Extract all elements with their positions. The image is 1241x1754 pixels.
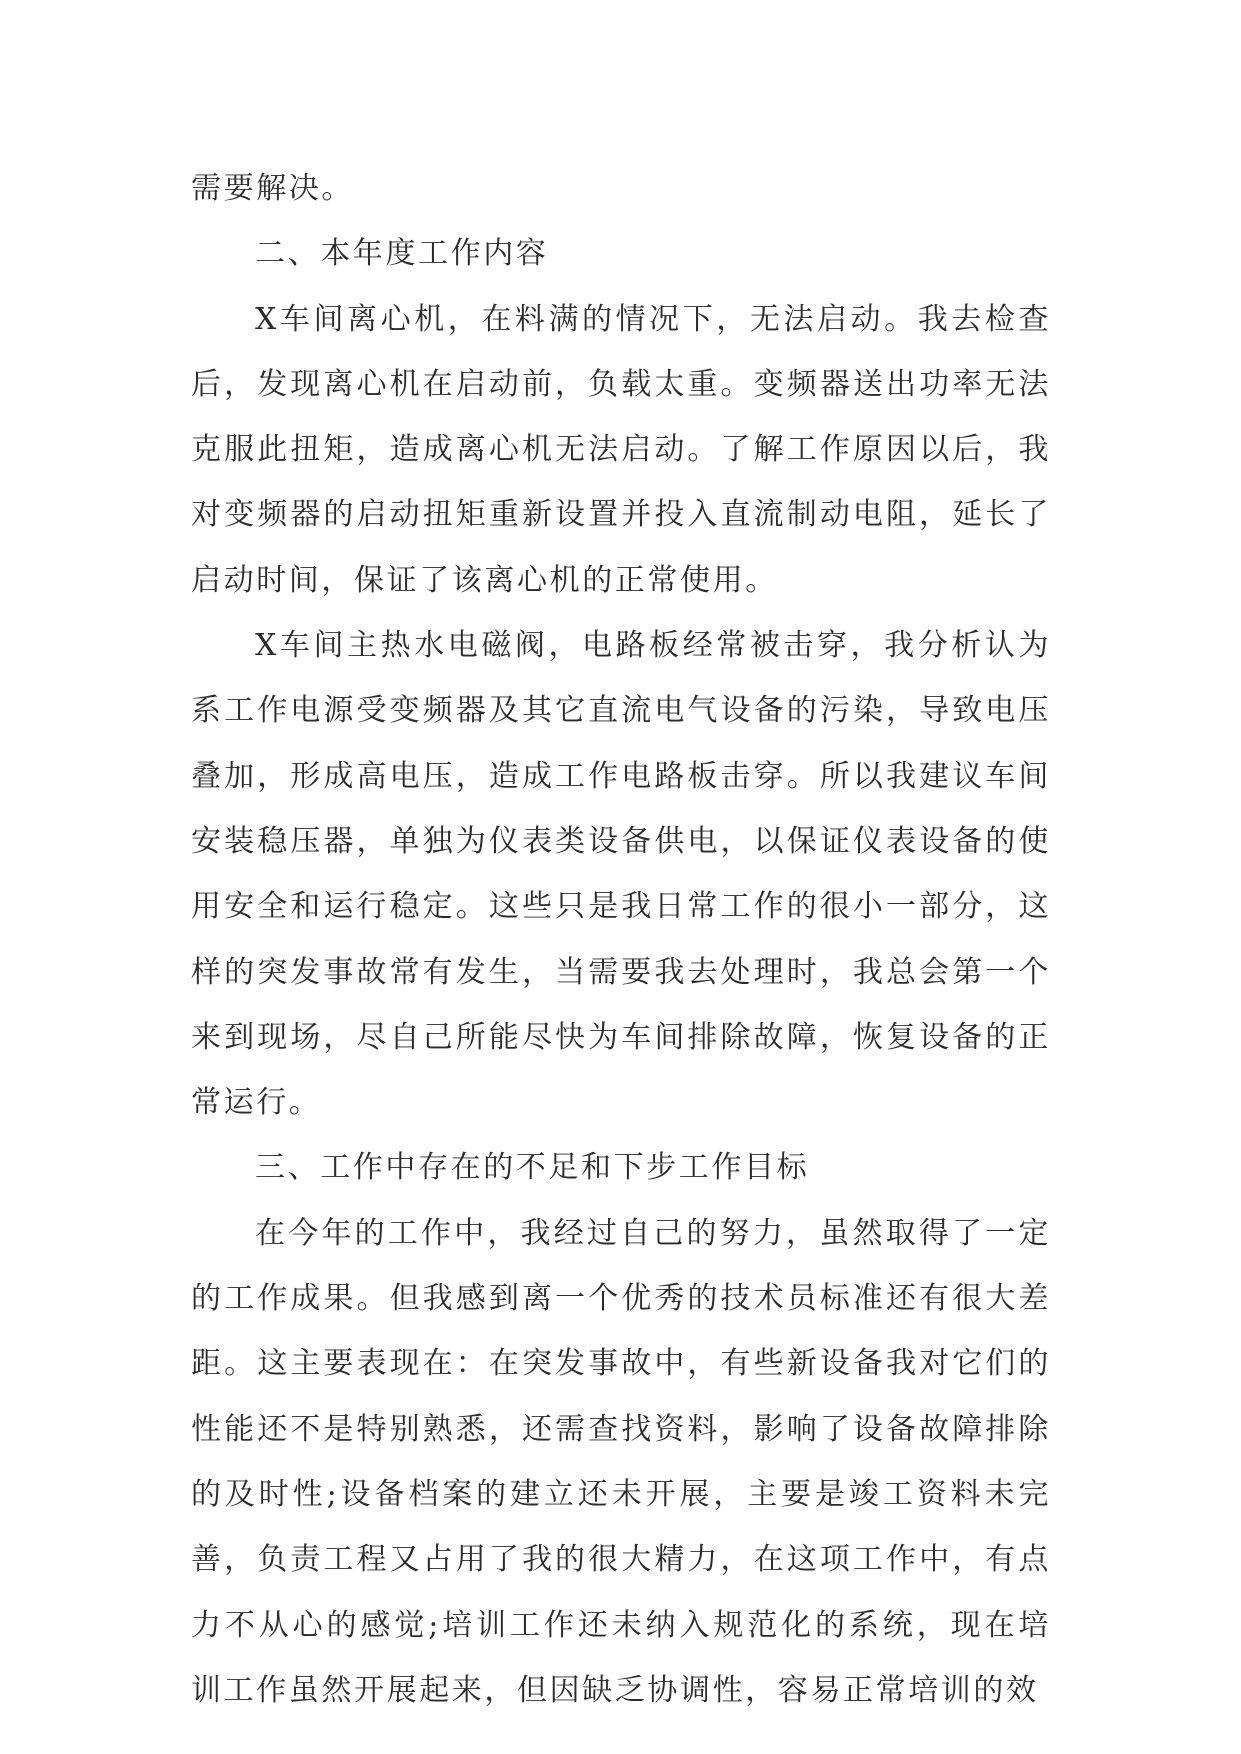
paragraph-continuation: 需要解决。 — [191, 171, 354, 206]
paragraph-shortcomings: 在今年的工作中，我经过自己的努力，虽然取得了一定的工作成果。但我感到离一个优秀的技术员标准还有很大差距。这主要表现在：在突发事故中，有些新设备我对它们的性能还不是特别熟悉，还需查找资料，影响了设备故障排除的及时性;设备档案的建立还未开展，主要是竣工资料未完善，负责工程又占用了我的很大精力，在这项工作中，有点力不从心的感觉;培训工作还未纳入规范化的系统，现在培训工作虽然开展起来，但因缺乏协调性，容易正常培训的效 — [191, 1215, 1051, 1708]
document-body — [191, 156, 1051, 1723]
paragraph-centrifuge: X车间离心机，在料满的情况下，无法启动。我去检查后，发现离心机在启动前，负载太重。变频器送出功率无法克服此扭矩，造成离心机无法启动。了解工作原因以后，我对变频器的启动扭矩重新设置并投入直流制动电阻，延长了启动时间，保证了该离心机的正常使用。 — [191, 301, 1051, 598]
section-heading-work-content: 二、本年度工作内容 — [255, 236, 549, 272]
paragraph-solenoid-valve: X车间主热水电磁阀，电路板经常被击穿，我分析认为系工作电源受变频器及其它直流电气设备的污染，导致电压叠加，形成高电压，造成工作电路板击穿。所以我建议车间安装稳压器，单独为仪表类设备供电，以保证仪表设备的使用安全和运行稳定。这些只是我日常工作的很小一部分，这样的突发事故常有发生，当需要我去处理时，我总会第一个来到现场，尽自己所能尽快为车间排除故障，恢复设备的正常运行。 — [191, 628, 1051, 1121]
section-heading-shortcomings: 三、工作中存在的不足和下步工作目标 — [255, 1150, 810, 1186]
